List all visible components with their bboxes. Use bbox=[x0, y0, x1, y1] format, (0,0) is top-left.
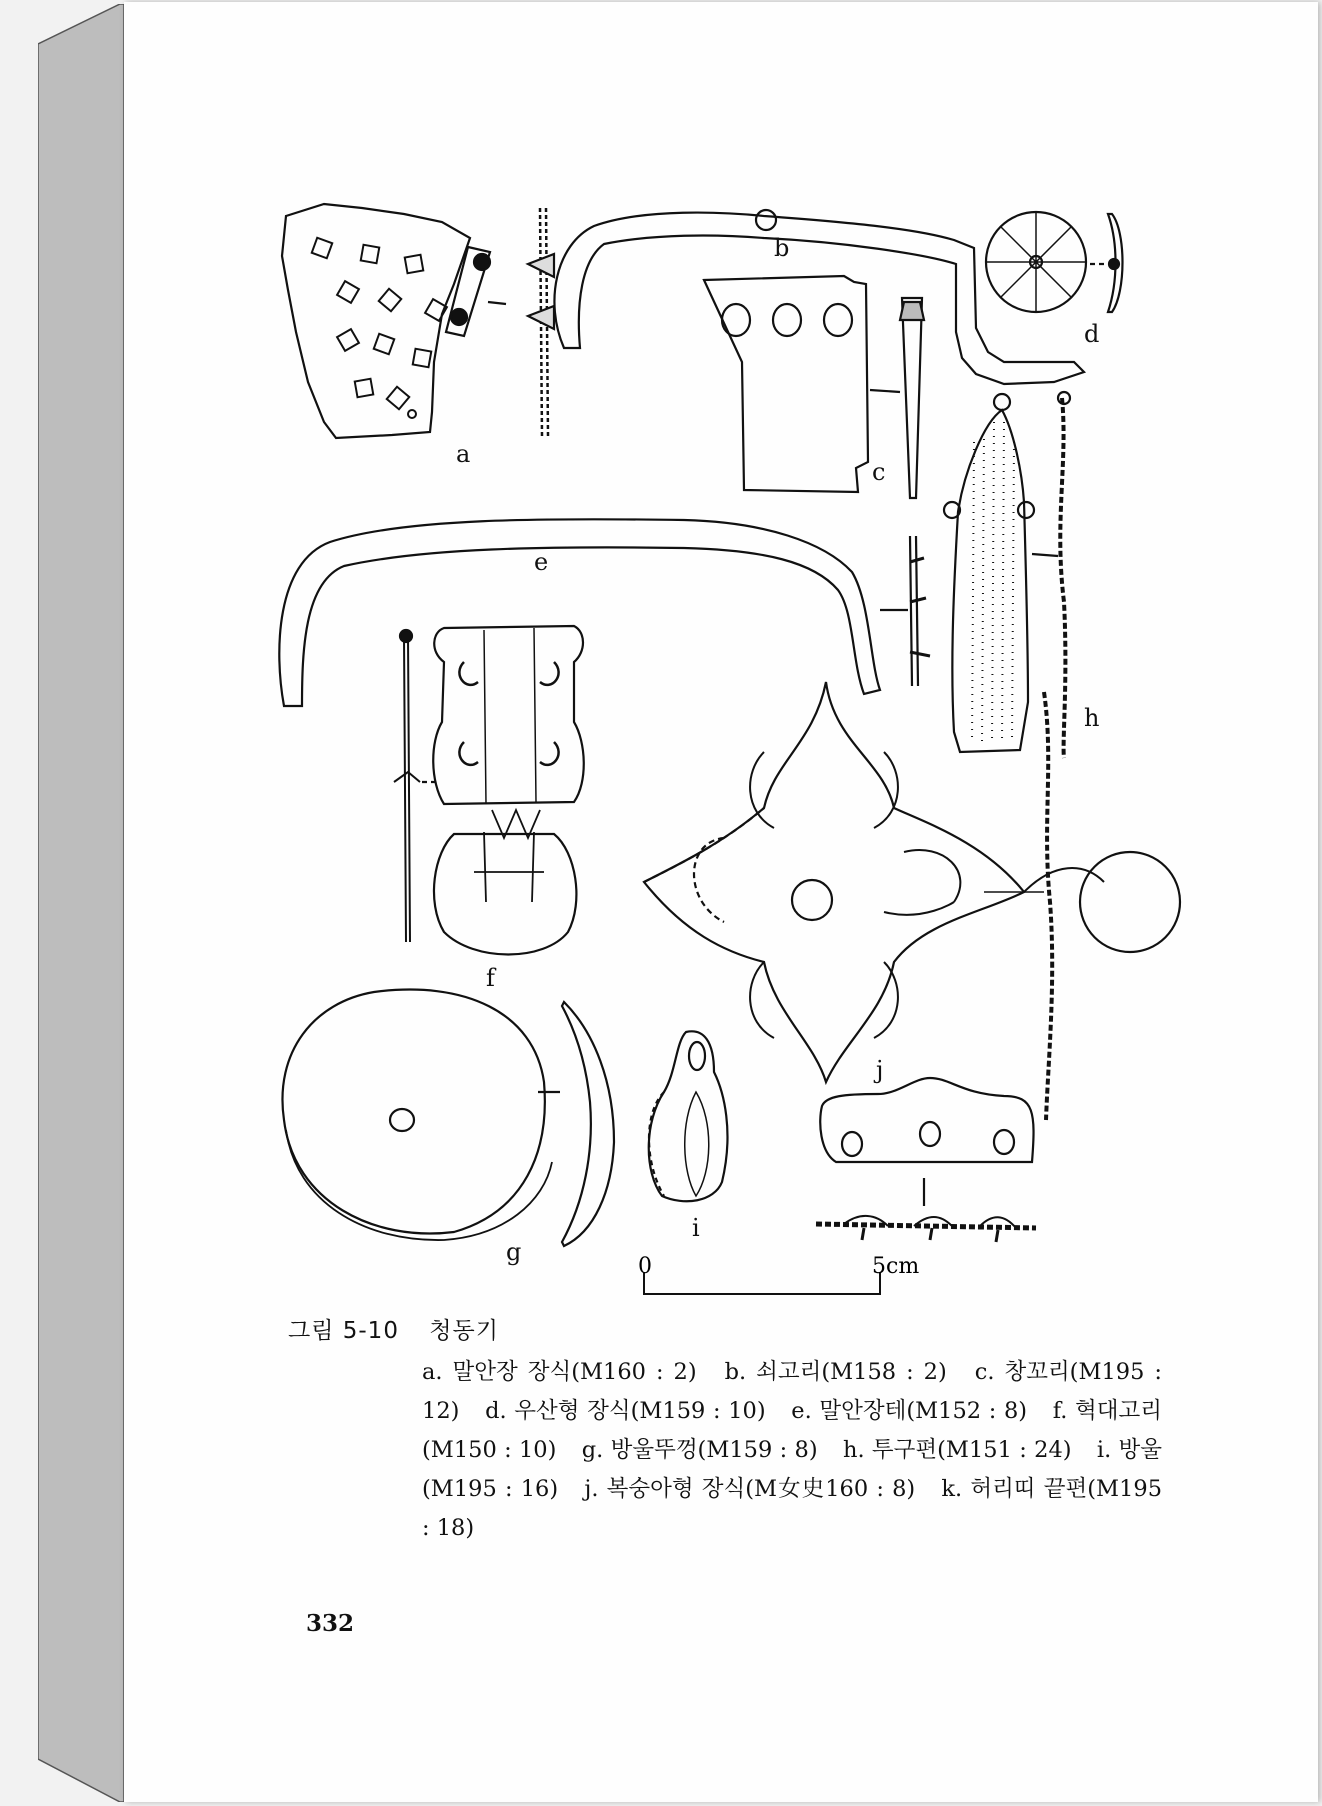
scale-end-label: 5cm bbox=[872, 1254, 920, 1279]
artifact-j-drawing bbox=[644, 682, 1180, 1120]
label-g: g bbox=[506, 1238, 522, 1266]
scale-bar bbox=[644, 1272, 880, 1294]
artifact-i-drawing bbox=[649, 1031, 728, 1201]
book-spine bbox=[38, 4, 124, 1802]
artifact-e-drawing bbox=[279, 519, 930, 706]
caption-item: c. 창꼬리(M195 : 12) bbox=[422, 1359, 1162, 1424]
caption-item: k. 허리띠 끝편(M195 : 18) bbox=[422, 1476, 1163, 1541]
figure-title: 청동기 bbox=[429, 1318, 499, 1344]
artifact-drawings bbox=[124, 2, 1318, 1302]
caption-item: d. 우산형 장식(M159 : 10) bbox=[485, 1398, 766, 1424]
caption-item: b. 쇠고리(M158 : 2) bbox=[724, 1359, 947, 1385]
artifact-f-drawing bbox=[394, 626, 584, 955]
artifact-c-drawing bbox=[704, 276, 924, 498]
label-b: b bbox=[774, 234, 790, 262]
label-e: e bbox=[534, 548, 549, 576]
scale-start-label: 0 bbox=[638, 1254, 652, 1279]
book-page bbox=[124, 2, 1318, 1802]
artifact-b-drawing bbox=[554, 210, 1084, 384]
page-number: 332 bbox=[306, 1610, 355, 1637]
label-c: c bbox=[872, 458, 886, 486]
caption-item: i. 방울(M195 : 16) bbox=[422, 1437, 1163, 1502]
caption-item: h. 투구편(M151 : 24) bbox=[842, 1437, 1072, 1463]
caption-item: e. 말안장테(M152 : 8) bbox=[791, 1398, 1028, 1424]
caption-title-line bbox=[288, 1312, 1188, 1345]
label-j: j bbox=[876, 1056, 884, 1084]
caption-items bbox=[422, 1353, 1162, 1548]
artifact-h-drawing bbox=[944, 392, 1070, 758]
artifact-g-drawing bbox=[282, 990, 614, 1246]
caption-item: j. 복숭아형 장식(M女史160 : 8) bbox=[584, 1476, 916, 1502]
label-f: f bbox=[486, 964, 495, 992]
label-h: h bbox=[1084, 704, 1100, 732]
caption-item: f. 혁대고리(M150 : 10) bbox=[422, 1398, 1162, 1463]
caption-item: a. 말안장 장식(M160 : 2) bbox=[422, 1359, 697, 1385]
artifact-d-drawing bbox=[986, 212, 1123, 312]
label-i: i bbox=[692, 1214, 700, 1242]
label-a: a bbox=[456, 440, 471, 468]
figure-number: 그림 5-10 bbox=[288, 1318, 399, 1344]
figure-caption bbox=[288, 1312, 1188, 1548]
artifact-a-drawing bbox=[282, 204, 554, 438]
label-d: d bbox=[1084, 320, 1100, 348]
caption-item: g. 방울뚜껑(M159 : 8) bbox=[581, 1437, 818, 1463]
artifact-k-drawing bbox=[816, 1078, 1036, 1242]
